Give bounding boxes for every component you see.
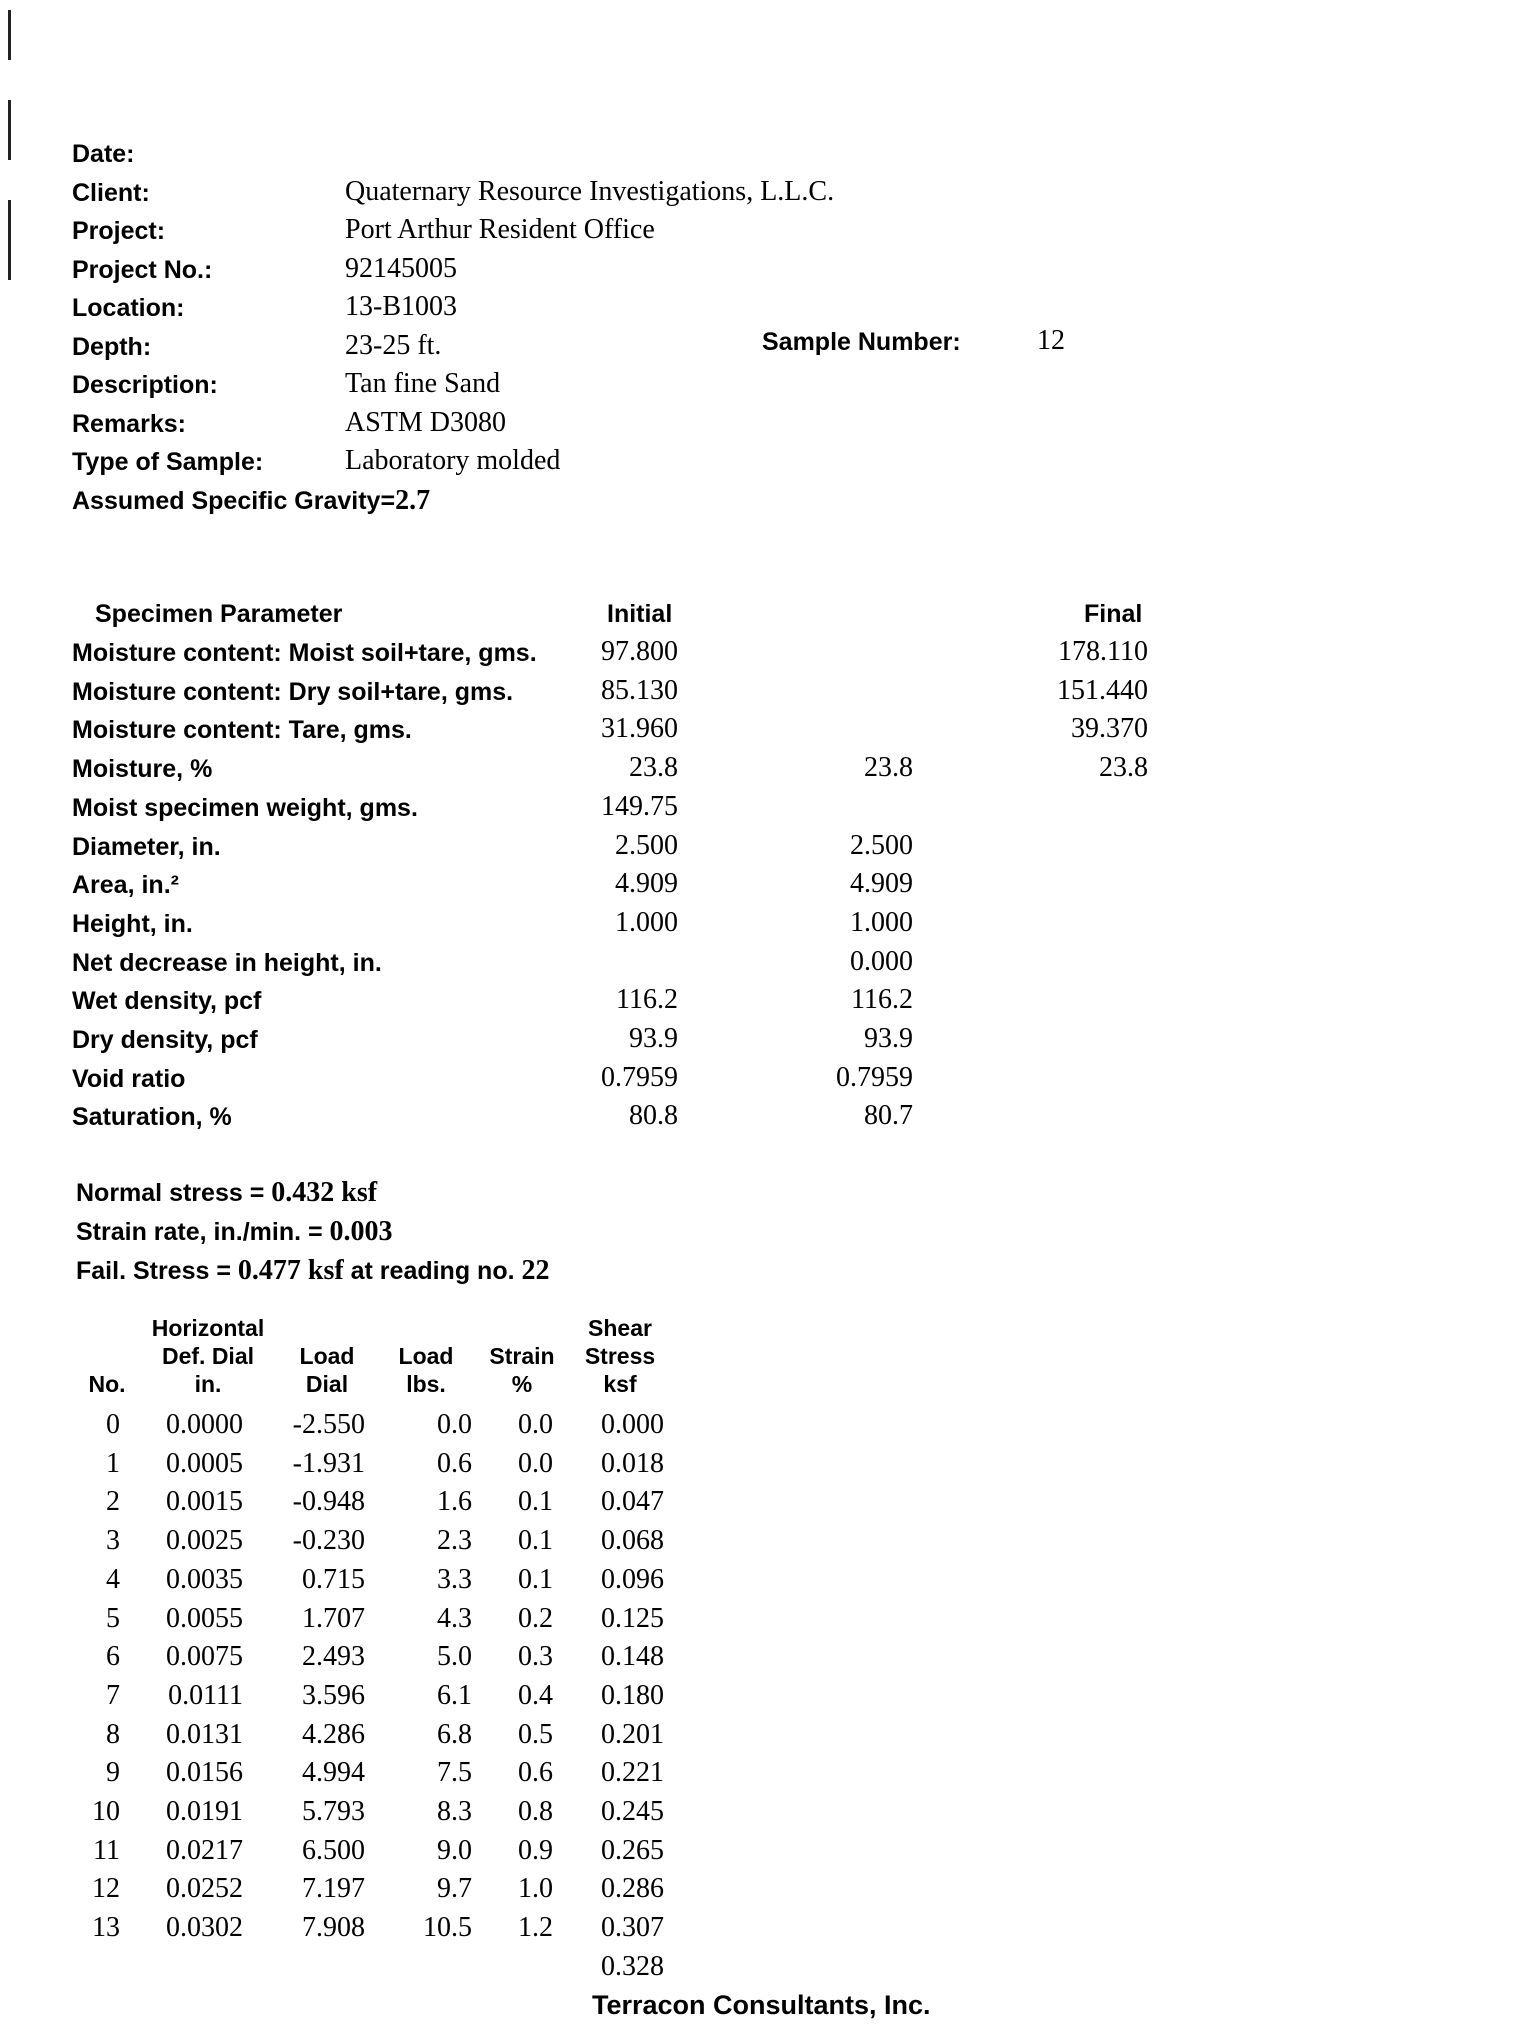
reading-def-cell: 0.0131: [166, 1718, 243, 1750]
specimen-row-label: Moisture content: Dry soil+tare, gms.: [72, 677, 514, 706]
normal-stress-label: Normal stress =: [76, 1179, 272, 1207]
reading-dial-cell: -0.230: [292, 1525, 365, 1557]
reading-stress-cell: 0.307: [601, 1912, 664, 1944]
col-header-strain: Strain %: [489, 1343, 555, 1397]
reading-def-cell: 0.0000: [166, 1409, 243, 1440]
reading-stress-cell: 0.265: [601, 1834, 664, 1866]
specimen-row-label: Moisture content: Moist soil+tare, gms.: [72, 639, 537, 667]
reading-lbs-cell: 3.3: [437, 1563, 472, 1595]
specimen-final-value: 151.440: [1057, 674, 1148, 706]
company-footer: Terracon Consultants, Inc.: [592, 1990, 931, 2020]
reading-def-cell: 0.0055: [166, 1602, 243, 1634]
normal-stress: [76, 1177, 377, 1209]
field-value: Tan fine Sand: [345, 368, 501, 399]
reading-no-cell: 2: [106, 1486, 120, 1518]
specimen-mid-value: 0.000: [850, 945, 913, 977]
strain-rate: [76, 1216, 393, 1248]
fail-stress-value: 0.477 ksf: [237, 1255, 344, 1286]
reading-strain-cell: 1.0: [518, 1873, 553, 1905]
reading-lbs-cell: 1.6: [437, 1486, 472, 1518]
reading-strain-cell: 0.2: [518, 1602, 553, 1634]
reading-dial-cell: 1.707: [302, 1602, 365, 1634]
reading-dial-cell: 0.715: [302, 1563, 365, 1595]
specimen-row-label: Wet density, pcf: [72, 987, 262, 1016]
specimen-mid-value: 4.909: [850, 868, 913, 900]
reading-dial-cell: 4.286: [302, 1718, 365, 1750]
reading-no-cell: 8: [106, 1718, 120, 1750]
reading-stress-cell: 0.148: [601, 1641, 664, 1673]
final-header: Final: [1084, 600, 1143, 628]
sample-number-label: Sample Number:: [762, 328, 961, 356]
specimen-initial-value: 1.000: [615, 906, 678, 938]
col-header-shear-stress: Shear Stress ksf: [584, 1315, 656, 1397]
reading-strain-cell: 0.8: [518, 1796, 553, 1827]
reading-strain-cell: 0.9: [518, 1834, 553, 1866]
specific-gravity-value: 2.7: [395, 485, 431, 516]
reading-lbs-cell: 6.1: [437, 1679, 472, 1711]
reading-lbs-cell: 4.3: [437, 1602, 472, 1634]
fail-reading-value: 22: [521, 1255, 550, 1286]
reading-lbs-cell: 0.0: [437, 1409, 472, 1440]
reading-stress-cell: 0.286: [601, 1873, 664, 1905]
specimen-initial-value: 80.8: [629, 1100, 678, 1132]
reading-def-cell: 0.0191: [166, 1796, 243, 1827]
reading-lbs-cell: 0.6: [437, 1447, 472, 1479]
reading-stress-cell: 0.180: [601, 1679, 664, 1711]
field-label: Location:: [72, 294, 185, 322]
reading-no-cell: 0: [106, 1409, 120, 1440]
field-value: 13-B1003: [345, 291, 457, 322]
reading-def-cell: 0.0302: [166, 1912, 243, 1944]
reading-dial-cell: 4.994: [302, 1757, 365, 1789]
specimen-initial-value: 23.8: [629, 752, 678, 784]
scan-edge-mark: [8, 10, 11, 60]
specimen-row-label: Void ratio: [72, 1064, 186, 1093]
reading-def-cell: 0.0252: [166, 1873, 243, 1905]
reading-lbs-cell: 5.0: [437, 1641, 472, 1673]
field-value: Quaternary Resource Investigations, L.L.C.: [345, 175, 835, 207]
reading-dial-cell: 2.493: [302, 1641, 365, 1673]
reading-strain-cell: 0.0: [518, 1409, 553, 1440]
reading-stress-cell: 0.000: [601, 1409, 664, 1440]
reading-stress-cell: 0.245: [601, 1796, 664, 1827]
specimen-mid-value: 2.500: [850, 829, 913, 861]
reading-no-cell: 13: [92, 1912, 120, 1944]
reading-strain-cell: 0.1: [518, 1486, 553, 1518]
reading-stress-cell: 0.068: [601, 1525, 664, 1557]
reading-def-cell: 0.0111: [168, 1679, 243, 1711]
reading-lbs-cell: 9.7: [437, 1873, 472, 1905]
reading-stress-cell: 0.328: [601, 1950, 664, 1982]
field-label: Remarks:: [72, 409, 186, 438]
specimen-mid-value: 1.000: [850, 906, 913, 938]
specimen-row-label: Saturation, %: [72, 1103, 232, 1132]
specimen-mid-value: 0.7959: [836, 1061, 913, 1093]
reading-dial-cell: 6.500: [302, 1834, 365, 1866]
reading-strain-cell: 0.0: [518, 1447, 553, 1479]
specimen-final-value: 39.370: [1071, 713, 1148, 745]
reading-stress-cell: 0.018: [601, 1447, 664, 1479]
strain-rate-value: 0.003: [329, 1216, 393, 1247]
reading-no-cell: 9: [106, 1757, 120, 1789]
specimen-mid-value: 80.7: [864, 1100, 913, 1132]
reading-dial-cell: 7.197: [302, 1873, 365, 1905]
reading-strain-cell: 0.5: [518, 1718, 553, 1750]
reading-stress-cell: 0.221: [601, 1757, 664, 1789]
reading-def-cell: 0.0075: [166, 1641, 243, 1673]
initial-header: Initial: [607, 600, 673, 628]
field-value: ASTM D3080: [345, 406, 507, 438]
strain-rate-label: Strain rate, in./min. =: [76, 1218, 330, 1246]
reading-no-cell: 1: [106, 1447, 120, 1479]
specimen-mid-value: 93.9: [864, 1023, 913, 1054]
reading-dial-cell: 7.908: [302, 1912, 365, 1944]
specimen-initial-value: 116.2: [616, 984, 678, 1016]
reading-strain-cell: 0.6: [518, 1757, 553, 1789]
reading-def-cell: 0.0217: [166, 1834, 243, 1866]
reading-strain-cell: 0.1: [518, 1525, 553, 1557]
field-label: Project No.:: [72, 255, 213, 284]
sample-number-value: 12: [1037, 325, 1065, 356]
col-header-def-dial: Horizontal Def. Dial in.: [151, 1315, 265, 1397]
specimen-final-value: 178.110: [1058, 636, 1148, 667]
reading-no-cell: 12: [92, 1873, 120, 1905]
reading-lbs-cell: 2.3: [437, 1525, 472, 1557]
field-label: Type of Sample:: [72, 448, 264, 476]
reading-strain-cell: 0.1: [518, 1563, 553, 1595]
scan-edge-mark: [8, 100, 11, 160]
reading-lbs-cell: 9.0: [437, 1834, 472, 1866]
fail-reading-label: at reading no.: [343, 1257, 522, 1285]
reading-no-cell: 7: [106, 1679, 120, 1711]
field-value: Port Arthur Resident Office: [345, 214, 655, 245]
specimen-initial-value: 149.75: [601, 790, 678, 822]
specimen-initial-value: 2.500: [615, 829, 678, 861]
specimen-initial-value: 31.960: [601, 713, 678, 745]
specimen-initial-value: 4.909: [615, 868, 678, 900]
scan-edge-mark: [8, 200, 11, 280]
specimen-initial-value: 85.130: [601, 674, 678, 706]
reading-dial-cell: 5.793: [302, 1796, 365, 1827]
reading-def-cell: 0.0156: [166, 1757, 243, 1789]
specimen-initial-value: 0.7959: [601, 1061, 678, 1093]
specific-gravity: [72, 485, 430, 517]
fail-stress-label: Fail. Stress =: [76, 1257, 238, 1285]
field-label: Client:: [72, 178, 150, 207]
reading-dial-cell: -2.550: [292, 1409, 365, 1440]
col-header-load-lbs: Load lbs.: [398, 1343, 454, 1397]
reading-stress-cell: 0.047: [601, 1486, 664, 1518]
field-label: Project:: [72, 217, 166, 245]
reading-no-cell: 6: [106, 1641, 120, 1673]
reading-strain-cell: 1.2: [518, 1912, 553, 1944]
specimen-row-label: Moist specimen weight, gms.: [72, 793, 418, 822]
specimen-row-label: Area, in.²: [72, 871, 179, 900]
reading-stress-cell: 0.096: [601, 1563, 664, 1595]
reading-stress-cell: 0.125: [601, 1602, 664, 1634]
reading-strain-cell: 0.4: [518, 1679, 553, 1711]
specimen-row-label: Height, in.: [72, 909, 193, 938]
specimen-final-value: 23.8: [1099, 752, 1148, 784]
reading-no-cell: 5: [106, 1602, 120, 1634]
reading-lbs-cell: 7.5: [437, 1757, 472, 1789]
specimen-row-label: Net decrease in height, in.: [72, 948, 382, 977]
reading-no-cell: 10: [92, 1796, 120, 1827]
col-header-no-text: No.: [88, 1371, 126, 1397]
field-label: Depth:: [72, 332, 152, 361]
field-value: 92145005: [345, 252, 457, 284]
reading-def-cell: 0.0005: [166, 1447, 243, 1479]
reading-dial-cell: -0.948: [292, 1486, 365, 1518]
specimen-mid-value: 116.2: [851, 984, 913, 1016]
specimen-row-label: Dry density, pcf: [72, 1026, 258, 1054]
field-label: Date:: [72, 140, 135, 168]
specimen-mid-value: 23.8: [864, 752, 913, 784]
reading-def-cell: 0.0015: [166, 1486, 243, 1518]
reading-stress-cell: 0.201: [601, 1718, 664, 1750]
reading-lbs-cell: 8.3: [437, 1796, 472, 1827]
reading-def-cell: 0.0025: [166, 1525, 243, 1557]
specimen-row-label: Diameter, in.: [72, 832, 221, 861]
reading-def-cell: 0.0035: [166, 1563, 243, 1595]
reading-no-cell: 11: [93, 1834, 120, 1866]
field-value: Laboratory molded: [345, 445, 561, 476]
specimen-initial-value: 97.800: [601, 636, 678, 667]
specific-gravity-label: Assumed Specific Gravity=: [72, 487, 396, 515]
specimen-row-label: Moisture, %: [72, 755, 213, 784]
normal-stress-value: 0.432 ksf: [271, 1177, 378, 1208]
specimen-row-label: Moisture content: Tare, gms.: [72, 716, 412, 745]
col-header-load-dial: Load Dial: [299, 1343, 355, 1397]
field-value: 23-25 ft.: [345, 329, 442, 361]
reading-lbs-cell: 10.5: [423, 1912, 472, 1944]
reading-dial-cell: -1.931: [292, 1447, 365, 1479]
reading-no-cell: 3: [106, 1525, 120, 1557]
specimen-parameter-header: Specimen Parameter: [95, 600, 343, 628]
specimen-initial-value: 93.9: [629, 1023, 678, 1054]
reading-strain-cell: 0.3: [518, 1641, 553, 1673]
fail-stress: [76, 1255, 549, 1287]
reading-dial-cell: 3.596: [302, 1679, 365, 1711]
reading-lbs-cell: 6.8: [437, 1718, 472, 1750]
col-header-no: [82, 1370, 132, 1398]
field-label: Description:: [72, 371, 218, 399]
reading-no-cell: 4: [106, 1563, 120, 1595]
